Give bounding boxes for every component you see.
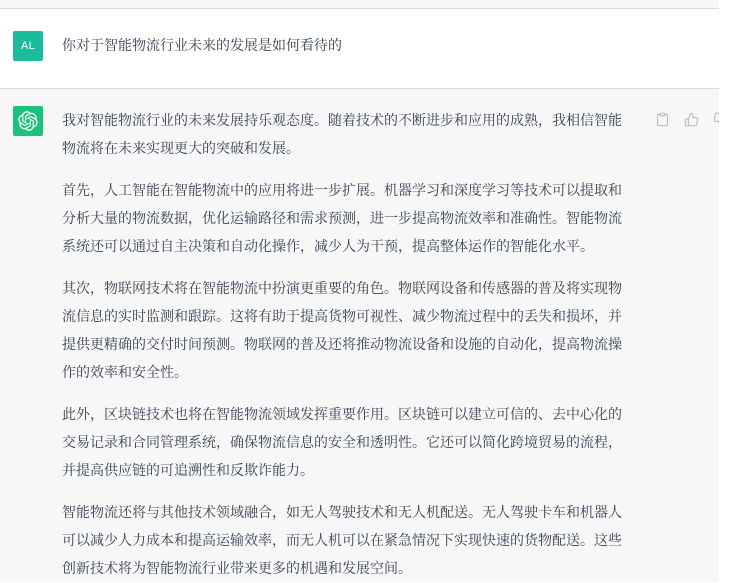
message-actions [655,111,728,127]
assistant-avatar [13,106,43,136]
assistant-paragraph: 首先，人工智能在智能物流中的应用将进一步扩展。机器学习和深度学习等技术可以提取和分析大量的物流数据，优化运输路径和需求预测，进一步提高物流效率和准确性。智能物流系统还可以通过自主决策和自动化操作，减少人为干预，提高整体运作的智能化水平。 [62,182,622,254]
copy-button[interactable] [655,111,670,127]
assistant-paragraph: 智能物流还将与其他技术领域融合，如无人驾驶技术和无人机配送。无人驾驶卡车和机器人可以减少人力成本和提高运输效率，而无人机可以在紧急情况下实现快速的货物配送。这些创新技术将为智能物流行业带来更多的机遇和发展空间。 [62,504,622,576]
previous-message-tail [0,0,731,9]
assistant-paragraph: 其次，物联网技术将在智能物流中扮演更重要的角色。物联网设备和传感器的普及将实现物流信息的实时监测和跟踪。这将有助于提高货物可视性、减少物流过程中的丢失和损坏，并提供更精确的交付时间预测。物联网的普及还将推动物流设备和设施的自动化，提高物流操作的效率和安全性。 [62,280,622,380]
assistant-message-text [62,106,622,582]
user-avatar [13,31,43,61]
thumbs-up-button[interactable] [684,111,699,127]
thumbs-up-icon [684,112,699,127]
copy-icon [655,112,670,127]
user-message [0,9,731,89]
user-avatar-initials: AL [20,40,36,52]
user-message-text: 你对于智能物流行业未来的发展是如何看待的 [62,37,342,53]
assistant-message [0,89,731,582]
openai-logo-icon [18,111,38,131]
scrollbar-track[interactable] [719,0,731,583]
assistant-paragraph: 此外，区块链技术也将在智能物流领域发挥重要作用。区块链可以建立可信的、去中心化的交易记录和合同管理系统，确保物流信息的安全和透明性。它还可以简化跨境贸易的流程，并提高供应链的可追溯性和反欺诈能力。 [62,406,622,478]
assistant-paragraph: 我对智能物流行业的未来发展持乐观态度。随着技术的不断进步和应用的成熟，我相信智能物流将在未来实现更大的突破和发展。 [62,112,622,156]
